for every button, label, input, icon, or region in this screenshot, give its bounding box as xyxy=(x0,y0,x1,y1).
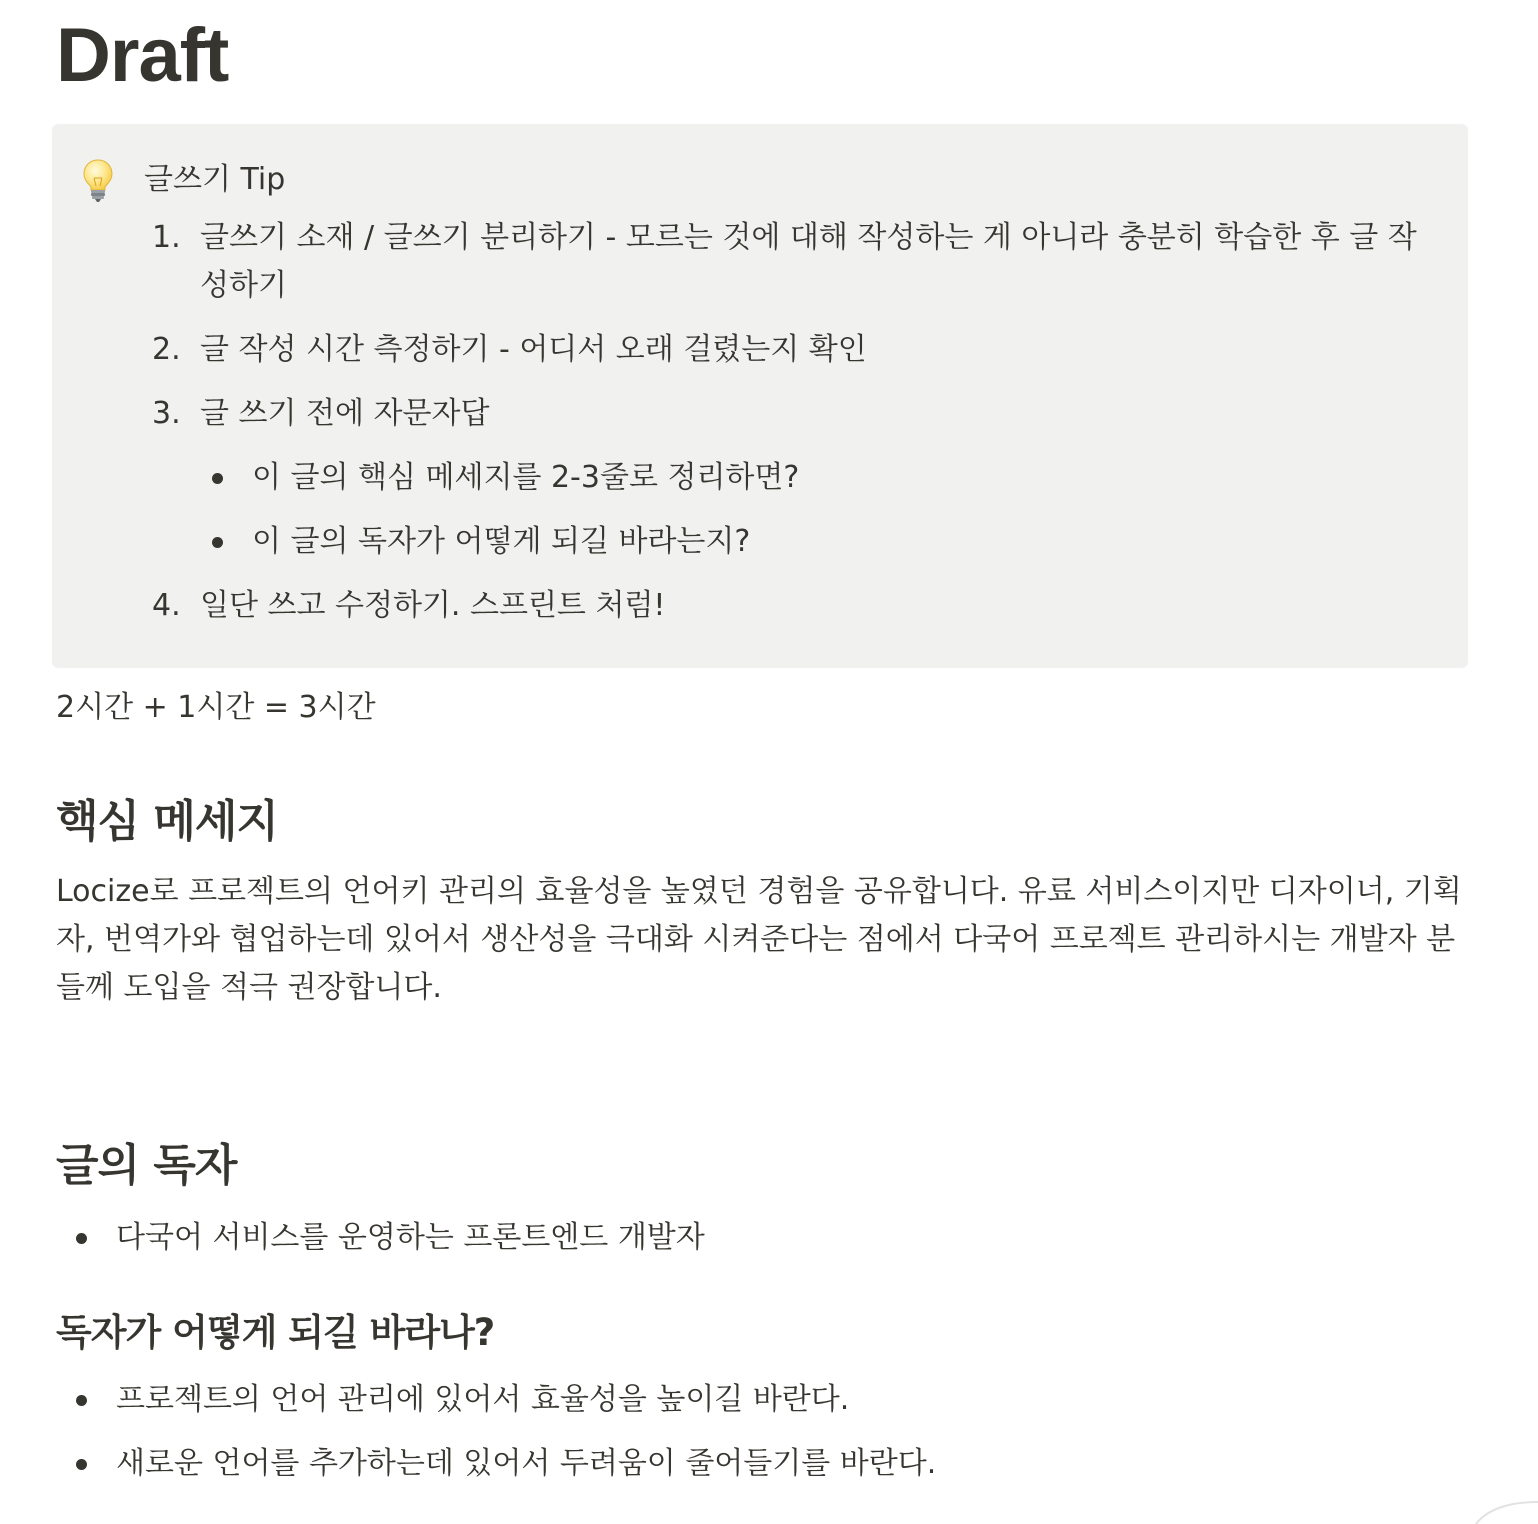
list-item-text[interactable]: 새로운 언어를 추가하는데 있어서 두려움이 줄어들기를 바란다. xyxy=(116,1446,937,1481)
bullet-dot xyxy=(76,1395,87,1406)
list-number: 2. xyxy=(152,332,181,367)
page-title[interactable]: Draft xyxy=(56,13,229,98)
list-item-text[interactable]: 일단 쓰고 수정하기. 스프린트 처럼! xyxy=(200,588,666,623)
list-item-text[interactable]: 글 작성 시간 측정하기 - 어디서 오래 걸렸는지 확인 xyxy=(200,332,867,367)
time-note[interactable]: 2시간 + 1시간 = 3시간 xyxy=(56,690,376,725)
list-number: 4. xyxy=(152,588,181,623)
list-item-text[interactable]: 글쓰기 소재 / 글쓰기 분리하기 - 모르는 것에 대해 작성하는 게 아니라 충분히 학습한 후 글 작성하기 xyxy=(200,220,1417,303)
list-number: 3. xyxy=(152,396,181,431)
list-number: 1. xyxy=(152,220,181,255)
lightbulb-icon[interactable] xyxy=(82,158,114,202)
list-item-text[interactable]: 다국어 서비스를 운영하는 프론트엔드 개발자 xyxy=(116,1220,705,1255)
list-item-text[interactable]: 프로젝트의 언어 관리에 있어서 효율성을 높이길 바란다. xyxy=(116,1382,850,1417)
heading-readers[interactable]: 글의 독자 xyxy=(56,1140,237,1191)
list-item-text[interactable]: 이 글의 독자가 어떻게 되길 바라는지? xyxy=(252,524,751,559)
callout-block[interactable] xyxy=(52,124,1468,668)
bullet-dot xyxy=(76,1233,87,1244)
heading-core-message[interactable]: 핵심 메세지 xyxy=(56,796,278,847)
core-message-paragraph[interactable]: Locize로 프로젝트의 언어키 관리의 효율성을 높였던 경험을 공유합니다. 유료 서비스이지만 디자이너, 기획자, 번역가와 협업하는데 있어서 생산성을 극대화 시켜준다는 점에서 다국어 프로젝트 관리하시는 개발자 분들께 도입을 적극 권장합니다. xyxy=(56,874,1462,1005)
bullet-dot xyxy=(212,537,223,548)
help-button-edge[interactable] xyxy=(1468,1500,1538,1524)
heading-reader-goal[interactable]: 독자가 어떻게 되길 바라나? xyxy=(56,1311,495,1354)
list-item-text[interactable]: 이 글의 핵심 메세지를 2-3줄로 정리하면? xyxy=(252,460,800,495)
bullet-dot xyxy=(212,473,223,484)
list-item-text[interactable]: 글 쓰기 전에 자문자답 xyxy=(200,396,490,431)
bullet-dot xyxy=(76,1459,87,1470)
callout-title[interactable]: 글쓰기 Tip xyxy=(144,162,286,197)
